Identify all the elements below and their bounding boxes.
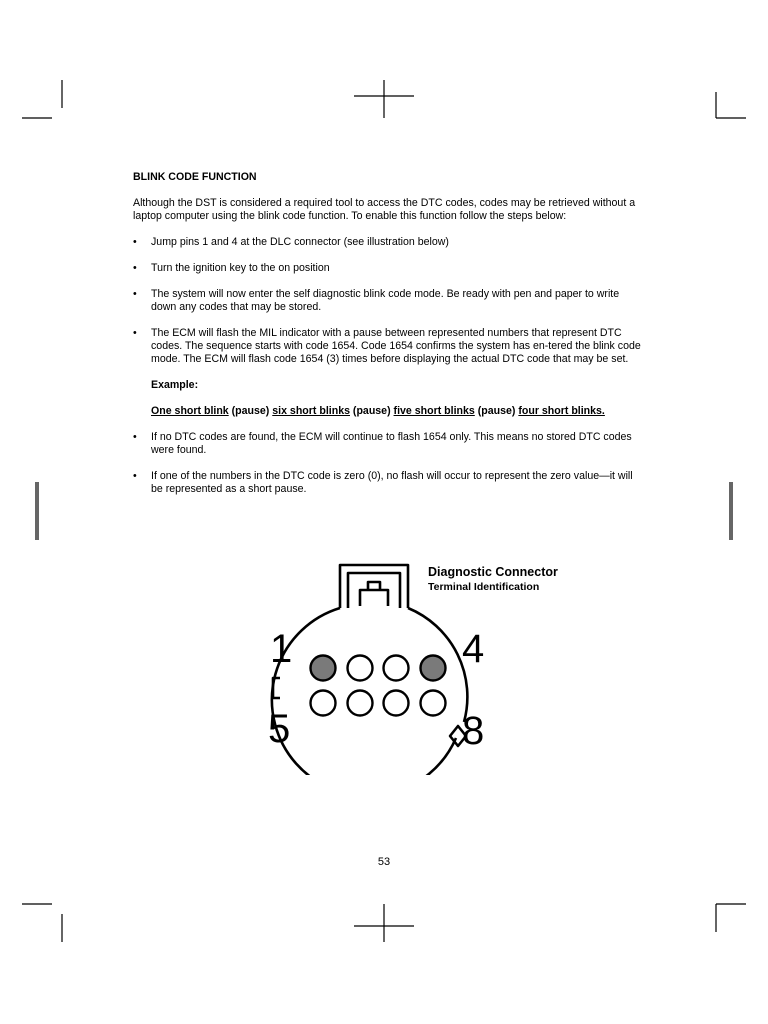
pin-label-4: 4 — [462, 627, 485, 671]
diagram-caption-title: Diagnostic Connector — [428, 565, 558, 579]
bullet-icon: • — [133, 288, 137, 300]
document-body — [133, 171, 643, 509]
example-block — [151, 379, 643, 418]
pin-8 — [421, 691, 446, 716]
list-item: • Turn the ignition key to the on position — [133, 262, 330, 274]
pin-label-1: 1 — [270, 627, 293, 671]
connector-latch-outer — [340, 565, 408, 608]
pin-6 — [348, 691, 373, 716]
list-item: • The system will now enter the self diagnostic blink code mode. Be ready with pen and paper to write down any codes that may be stored. — [133, 288, 620, 313]
pin-7 — [384, 691, 409, 716]
bullet-icon: • — [133, 327, 137, 339]
pin-1 — [311, 656, 336, 681]
pin-label-8: 8 — [462, 709, 485, 753]
pin-5 — [311, 691, 336, 716]
intro-paragraph: Although the DST is considered a required tool to access the DTC codes, codes may be retrieved without a laptop computer using the blink code function. To enable this function follow the steps below: — [133, 197, 636, 222]
bullet-icon: • — [133, 431, 137, 443]
example-sequence: One short blink (pause) six short blinks (pause) five short blinks (pause) four short blinks. — [151, 405, 605, 417]
diagram-caption-subtitle: Terminal Identification — [428, 581, 540, 593]
list-item: • If one of the numbers in the DTC code is zero (0), no flash will occur to represent the zero value—it will be represented as a short pause. — [133, 470, 633, 495]
pin-2 — [348, 656, 373, 681]
pin-label-5: 5 — [268, 707, 291, 751]
diagnostic-connector-diagram — [268, 560, 578, 775]
page-number: 53 — [377, 856, 391, 868]
list-item: • Jump pins 1 and 4 at the DLC connector (see illustration below) — [133, 236, 449, 248]
connector-latch-tab — [360, 590, 388, 606]
section-heading: BLINK CODE FUNCTION — [133, 171, 257, 183]
pin-3 — [384, 656, 409, 681]
connector-keyway — [273, 678, 280, 698]
bullet-icon: • — [133, 262, 137, 274]
list-item: • If no DTC codes are found, the ECM will continue to flash 1654 only. This means no stored DTC codes were found. — [133, 431, 632, 456]
bullet-icon: • — [133, 470, 137, 482]
example-label: Example: — [151, 379, 199, 391]
pin-4 — [421, 656, 446, 681]
list-item: • The ECM will flash the MIL indicator with a pause between represented numbers that represent DTC codes. The sequence starts with code 1654. Code 1654 confirms the system has en-tered the blink code mode. The ECM will flash code 1654 (3) times before displaying the actual DTC code that may be set. Example: One short blink (pause) six short blinks (pause) five short blinks (pause) four short blinks. — [133, 327, 643, 418]
bullet-icon: • — [133, 236, 137, 248]
steps-list — [133, 236, 643, 496]
